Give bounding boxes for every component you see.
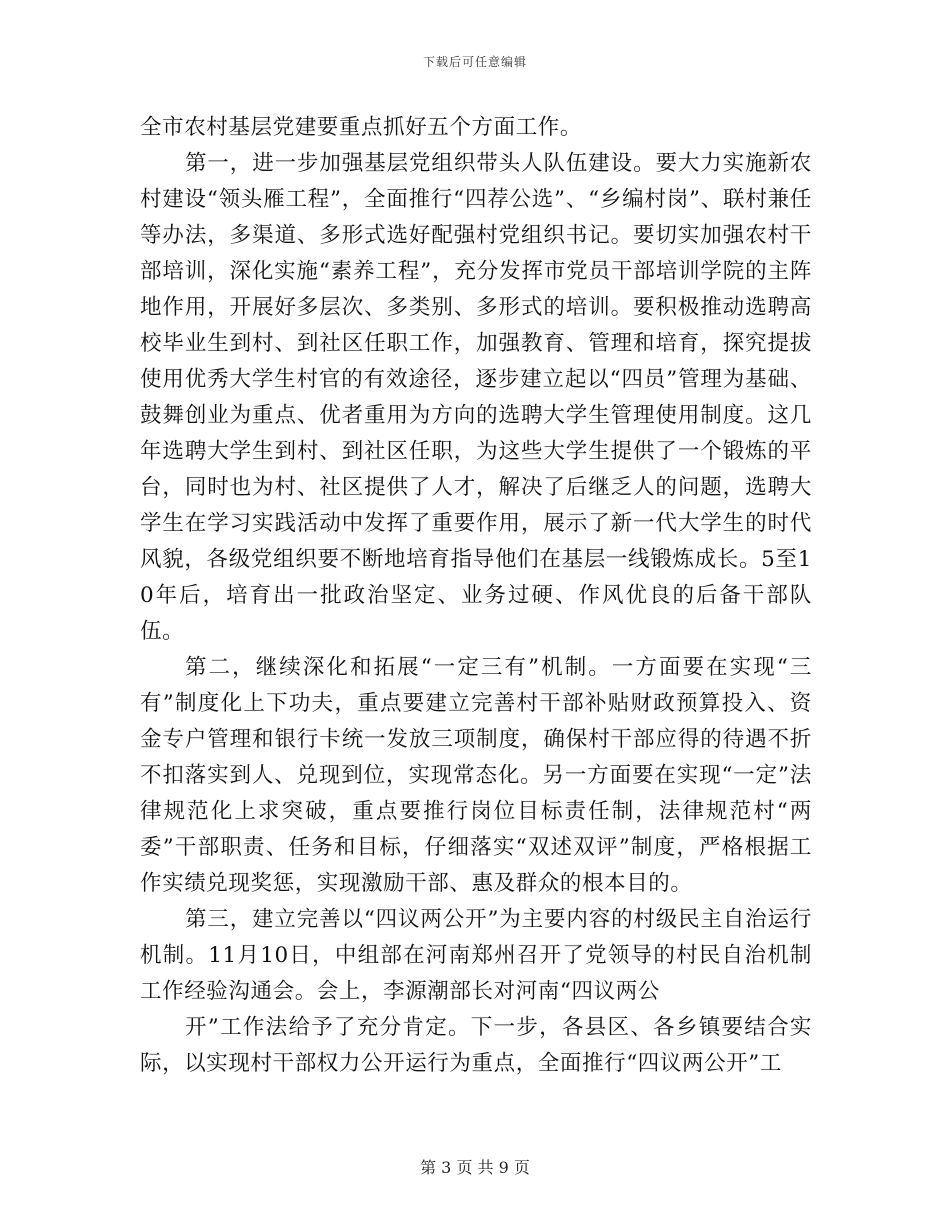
paragraph-first-point: 第一，进一步加强基层党组织带头人队伍建设。要大力实施新农村建设“领头雁工程”，全面推行“四荐公选”、“乡编村岗”、联村兼任等办法，多渠道、多形式选好配强村党组织书记。要切实加强农村干部培训，深化实施“素养工程”，充分发挥市党员干部培训学院的主阵地作用，开展好多层次、多类别、多形式的培训。要积极推动选聘高校毕业生到村、到社区任职工作，加强教育、管理和培育，探究提拔使用优秀大学生村官的有效途径，逐步建立起以“四员”管理为基础、鼓舞创业为重点、优者重用为方向的选聘大学生管理使用制度。这几年选聘大学生到村、到社区任职，为这些大学生提供了一个锻炼的平台，同时也为村、社区提供了人才，解决了后继乏人的问题，选聘大学生在学习实践活动中发挥了重要作用，展示了新一代大学生的时代风貌，各级党组织要不断地培育指导他们在基层一线锻炼成长。5至10年后，培育出一批政治坚定、业务过硬、作风优良的后备干部队伍。 [140,151,812,644]
paragraph-third-point: 第三，建立完善以“四议两公开”为主要内容的村级民主自治运行机制。11月10日，中组部在河南郑州召开了党领导的村民自治机制工作经验沟通会。会上，李源潮部长对河南“四议两公 [140,907,812,1004]
paragraph-continuation: 开”工作法给予了充分肯定。下一步，各县区、各乡镇要结合实际，以实现村干部权力公开运行为重点，全面推行“四议两公开”工 [140,1015,812,1076]
paragraph-intro: 全市农村基层党建要重点抓好五个方面工作。 [140,115,583,140]
paragraph-second-point: 第二，继续深化和拓展“一定三有”机制。一方面要在实现“三有”制度化上下功夫，重点要建立完善村干部补贴财政预算投入、资金专户管理和银行卡统一发放三项制度，确保村干部应得的待遇不折不扣落实到人、兑现到位，实现常态化。另一方面要在实现“一定”法律规范化上求突破，重点要推行岗位目标责任制，法律规范村“两委”干部职责、任务和目标，仔细落实“双述双评”制度，严格根据工作实绩兑现奖惩，实现激励干部、惠及群众的根本目的。 [140,655,812,896]
document-body [140,110,812,1082]
header-note: 下载后可任意编辑 [422,55,527,69]
page-number: 第 3 页 共 9 页 [420,1158,530,1177]
